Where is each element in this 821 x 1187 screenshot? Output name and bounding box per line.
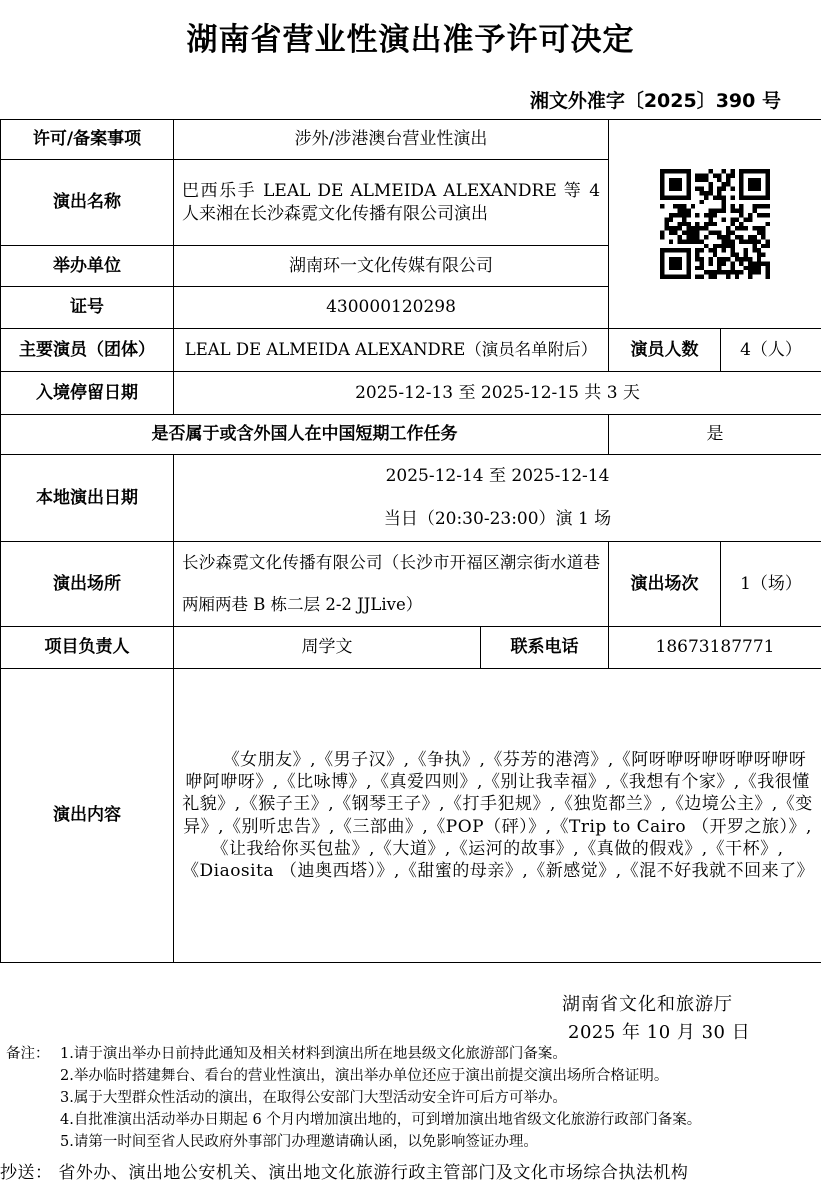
short-term-work-label: 是否属于或含外国人在中国短期工作任务 — [1, 415, 609, 455]
license-label: 证号 — [1, 287, 174, 329]
remark-item-3: 3.属于大型群众性活动的演出，在取得公安部门大型活动安全许可后方可举办。 — [60, 1090, 567, 1106]
permit-type-value: 涉外/涉港澳台营业性演出 — [174, 120, 609, 160]
remark-item-4: 4.自批准演出活动举办日期起 6 个月内增加演出地的，可到增加演出地省级文化旅游行政部门备案。 — [60, 1112, 702, 1128]
local-dates-label: 本地演出日期 — [1, 455, 174, 542]
stay-dates-value: 2025-12-13 至 2025-12-15 共 3 天 — [174, 372, 821, 415]
issue-date: 2025 年 10 月 30 日 — [568, 1022, 751, 1043]
short-term-work-value: 是 — [609, 415, 821, 455]
main-performer-value: LEAL DE ALMEIDA ALEXANDRE（演员名单附后） — [174, 329, 609, 372]
local-dates-range: 2025-12-14 至 2025-12-14 — [385, 466, 610, 486]
main-performer-label: 主要演员（团体） — [1, 329, 174, 372]
organizer-value: 湖南环一文化传媒有限公司 — [174, 246, 609, 287]
license-value: 430000120298 — [174, 287, 609, 329]
show-name-value: 巴西乐手 LEAL DE ALMEIDA ALEXANDRE 等 4 人来湘在长沙森霓文化传播有限公司演出 — [174, 160, 609, 246]
content-value: 《女朋友》,《男子汉》,《争执》,《芬芳的港湾》,《阿呀咿呀咿呀咿呀咿呀咿阿咿呀》,《比咏博》,《真爱四则》,《别让我幸福》,《我想有个家》,《我很懂礼貌》,《猴子王》,《钢琴王子》,《打手犯规》,《独览都兰》,《边境公主》,《变异》,《别听忠告》,《三部曲》,《POP（砰）》,《Trip to Cairo （开罗之旅）》,《让我给你买包盐》,《大道》,《运河的故事》,《真做的假戏》,《干杯》,《Diaosita （迪奥西塔）》,《甜蜜的母亲》,《新感觉》,《混不好我就不回来了》 — [174, 669, 821, 963]
venue-label: 演出场所 — [1, 542, 174, 627]
permit-table — [0, 119, 821, 963]
remark-item-5: 5.请第一时间至省人民政府外事部门办理邀请确认函，以免影响签证办理。 — [60, 1134, 538, 1150]
stay-dates-label: 入境停留日期 — [1, 372, 174, 415]
cc-line: 抄送： 省外办、演出地公安机关、演出地文化旅游行政主管部门及文化市场综合执法机构 — [0, 1163, 689, 1183]
qr-code — [609, 120, 821, 329]
performer-count-label: 演员人数 — [609, 329, 721, 372]
permit-type-label: 许可/备案事项 — [1, 120, 174, 160]
manager-label: 项目负责人 — [1, 627, 174, 669]
local-dates-value — [174, 455, 821, 542]
sessions-label: 演出场次 — [609, 542, 721, 627]
manager-value: 周学文 — [174, 627, 481, 669]
content-label: 演出内容 — [1, 669, 174, 963]
phone-value: 18673187771 — [609, 627, 821, 669]
remark-item-2: 2.举办临时搭建舞台、看台的营业性演出，演出举办单位还应于演出前提交演出场所合格证明。 — [60, 1068, 669, 1084]
local-dates-time: 当日（20:30-23:00）演 1 场 — [383, 509, 612, 529]
organizer-label: 举办单位 — [1, 246, 174, 287]
remark-item-1: 1.请于演出举办日前持此通知及相关材料到演出所在地县级文化旅游部门备案。 — [60, 1046, 567, 1062]
show-name-label: 演出名称 — [1, 160, 174, 246]
issuer-name: 湖南省文化和旅游厅 — [562, 994, 733, 1015]
venue-value: 长沙森霓文化传播有限公司（长沙市开福区潮宗街水道巷两厢两巷 B 栋二层 2-2 JJLive） — [174, 542, 609, 627]
document-title: 湖南省营业性演出准予许可决定 — [186, 22, 635, 58]
performer-count-value: 4（人） — [721, 329, 821, 372]
remarks-label: 备注： — [6, 1046, 50, 1062]
phone-label: 联系电话 — [481, 627, 609, 669]
sessions-value: 1（场） — [721, 542, 821, 627]
document-number: 湘文外准字〔2025〕390 号 — [529, 90, 781, 112]
